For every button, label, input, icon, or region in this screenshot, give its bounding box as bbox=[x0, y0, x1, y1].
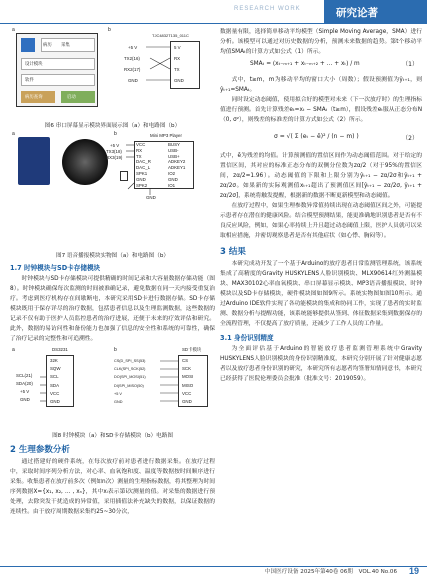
fig6-pin-5v: 5 V bbox=[174, 45, 181, 50]
fig7-lpin: SPK1 bbox=[136, 170, 148, 176]
fig7-lpin: GND bbox=[136, 176, 146, 182]
fig8-mcu-rpin: +5 V bbox=[114, 391, 122, 396]
fig7-lpin: TX bbox=[136, 153, 142, 159]
fig6-a-label: a bbox=[12, 27, 15, 33]
section-2-title: 2 生理参数分析 bbox=[10, 445, 70, 455]
fig7-caption: 图7 语音播报模块实物图（a）和电路图（b） bbox=[55, 253, 169, 259]
fig7-rpin: ADKEY2 bbox=[168, 159, 186, 165]
equation-2 bbox=[220, 127, 422, 149]
fig6-ui-text-1: 病历 bbox=[43, 42, 52, 47]
fig7-b-label: b bbox=[114, 131, 117, 137]
fig7-lpin: DAC_L bbox=[136, 165, 151, 171]
section-header-title: 研究论著 bbox=[336, 7, 378, 19]
fig6-chip-name: TJC4832T135_011C bbox=[152, 33, 189, 38]
fig8-rtc-pin: 32K bbox=[50, 358, 58, 363]
fig7-wires bbox=[126, 141, 206, 201]
fig8-sd-pin: VCC bbox=[182, 390, 192, 396]
fig8-sd-title: SD卡模块 bbox=[182, 347, 202, 352]
right-column bbox=[220, 27, 422, 384]
fig8-rtc-pin: SDA bbox=[50, 382, 60, 388]
fig8-a-label: a bbox=[12, 347, 15, 353]
fig8-mcu-rpin: GND bbox=[114, 400, 123, 405]
fig8-mcu-5v: +5 V bbox=[20, 389, 30, 394]
fig6-pin-gnd: GND bbox=[174, 78, 184, 83]
paragraph-window: 式中，t≥m，m为移动平均的窗口大小（周数）；假设预测值为ŷₜ₊₁，则ŷₜ₊₁=SMAₜ。 bbox=[220, 77, 422, 93]
paragraph-threshold: 式中，ē为残差的均值。计算预测值的置信区间作为动态阈值范围。对于给定的置信区间，其对应的标准正态分布的双侧分位数为zα/2（对于95%的置信区间，zα/2=1.96）。动态阈值的下限和上限分别为ŷₜ₊₁ − zα/2σ和ŷₜ₊₁ + zα/2σ。如果新的实际观测值xₜ₊₁超出了预测值区间[ŷₜ₊₁ − zα/2σ, ŷₜ₊₁ + zα/2σ]，系统将触发提醒，根据新的数据不断更新模型和动态阈值。 bbox=[220, 153, 422, 199]
fig6-ui-text-2: 采集 bbox=[61, 42, 70, 47]
fig8-mcu-scl: SCL(21) bbox=[16, 373, 33, 378]
fig7-gnd: GND bbox=[146, 195, 156, 200]
fig7-rpin: IO1 bbox=[168, 182, 176, 188]
fig7-lpin: SPK2 bbox=[136, 182, 148, 188]
fig8-chip-name: DS3231 bbox=[52, 347, 68, 352]
fig8-sd-pin: MISO bbox=[182, 382, 194, 388]
fig7-speaker-photo bbox=[62, 139, 108, 185]
fig8-rtc-pin: VCC bbox=[50, 390, 60, 396]
fig8-wires bbox=[10, 347, 215, 417]
fig6-mcu-tx2: TX2(16) bbox=[124, 56, 140, 61]
section-3-title: 3 结果 bbox=[220, 247, 246, 257]
journal-header-en: RESEARCH WORK bbox=[234, 6, 301, 12]
fig8-mcu-rpin: DI(SPI_MISO(50) bbox=[114, 383, 144, 388]
figure-6 bbox=[10, 27, 215, 119]
section-1-7-paragraph: 时钟模块与SD卡存储模块可提供精确的时间记录和大容量数据存储功能（图8）。时钟模块确保每次监测的时间被准确记录，避免数据在同一天内接受重复治疗。考虑到医疗机构存在间歇断电，本研究采用SD卡进行数据存储。SD卡存储模块既用于保存详尽的治疗数据，包括患者信息以及生理监测数据，这些数据的记录不仅有助于医护人员监控患者的治疗进展，还便于未来的疗效评估和研究。此外，数据的易访问性和备份能力也加强了信息的安全性和系统的可靠性，确保了治疗记录的完整性和可追溯性。 bbox=[10, 276, 215, 342]
fig8-sd-pin: GND bbox=[182, 399, 192, 405]
fig7-rpin: ADKEY1 bbox=[168, 165, 186, 171]
fig7-mcu-5v: +5 V bbox=[110, 143, 120, 148]
figure-8 bbox=[10, 347, 215, 429]
fig8-sd-pin: SCK bbox=[182, 366, 192, 372]
fig6-pin-rx: RX bbox=[174, 56, 181, 61]
fig7-module-title: Mini MP3 Player bbox=[150, 133, 182, 138]
fig6-ui-text-6: 启动 bbox=[67, 94, 76, 99]
fig6-mcu-rx2: RX2(17) bbox=[124, 67, 141, 72]
fig8-mcu-rpin: CS(D_SPI_SS(53) bbox=[114, 359, 146, 363]
fig6-ui-icon bbox=[21, 38, 35, 52]
section-3-1-paragraph: 为全面评估基于Arduino的智能放疗患者监测管理系统中Gravity HUSKYLENS人脸识别模块的身份识别精准度，本研究分别开展了针对健康志愿者以及放疗患者身份识别的研究，本研究所有志愿者均签署知情同意书，本研究已经获得了医院伦理委员会批准（批准文号：2019059）。 bbox=[220, 346, 422, 382]
fig7-lpin: VCC bbox=[136, 142, 146, 147]
fig8-rtc-pin: SQW bbox=[50, 366, 61, 372]
footer-journal-name: 中国医疗设备 2025年第40卷 06期 bbox=[264, 569, 353, 575]
fig7-mcu-rx3: RX3(19) bbox=[106, 155, 123, 160]
fig6-mcu-5v: +5 V bbox=[128, 45, 138, 50]
fig6-ui-text-3: 设计模块 bbox=[25, 61, 43, 66]
section-3-paragraph: 本研究成功开发了一个基于Arduino的放疗患者日常监测管理系统，该系统集成了高精度的Gravity HUSKYLENS人脸识别模块、MLX90614红外测温模块、MAX30102心率血氧模块、串口屏幕显示模块、MP3语音播报模块、时钟模块以及SD卡存储模块，硬件模块图如图9所示。系统实物图如图10所示。通过Arduino IDE软件实现了各功能模块的集成和协同工作，实现了患者的实时监测、数据分析与提醒功能，该系统能够提供从签到、体征数据采集到数据保存的全流程管理，不仅提高了放疗质量，还减少了工作人员的工作量。 bbox=[220, 261, 422, 327]
fig7-rpin: IO2 bbox=[168, 170, 176, 176]
page-number: 19 bbox=[408, 566, 419, 576]
fig8-mcu-rpin: CLK(SPI_SCK(52) bbox=[114, 367, 146, 372]
equation-2-number: （2） bbox=[402, 135, 418, 142]
footer-journal bbox=[265, 567, 397, 575]
fig8-mcu-rpin: DO(SPI_MOSI(51) bbox=[114, 375, 146, 380]
fig7-rpin: GND bbox=[168, 176, 178, 182]
equation-1-body: SMAₜ = (xₜ₋ₘ₊₁ + xₜ₋ₘ₊₂ + … + xₜ) / m bbox=[250, 61, 360, 67]
fig8-caption: 图8 时钟模块（a）和SD卡存储模块（b）电路图 bbox=[52, 433, 173, 439]
fig7-mp3-board-photo bbox=[18, 137, 50, 185]
equation-2-body: σ = √( Σ (eₜ − ē)² / (n − m) ) bbox=[274, 133, 359, 140]
fig8-rtc-pin: SCL bbox=[50, 374, 59, 380]
fig7-rpin: USB- bbox=[168, 147, 179, 153]
fig6-b-label: b bbox=[108, 27, 111, 33]
paragraph-sma: 数据量有限，选择简单移动平均模型（Simple Moving Average，SMA）进行分析。该模型可以通过对历史数据的分析，预测未来数据的趋势。第t个移动平均值SMAₜ的计算方式如公式（1）所示。 bbox=[220, 29, 422, 55]
fig8-b-label: b bbox=[114, 347, 117, 353]
paragraph-residual: 同时设定动态阈值，使用拟合好的模型对未来（下一次放疗时）的生理指标值进行预测。首先计算残差eₜ=xₜ − SMAₜ（t≥m），假设残差eₜ服从正态分布N（0, σ²），则残差的标准差的计算方式如公式（2）所示。 bbox=[220, 97, 422, 123]
fig7-lpin: RX bbox=[136, 147, 143, 153]
fig6-caption: 图6 串口屏幕显示模块界面展示图（a）和电路图（b） bbox=[44, 123, 181, 129]
fig6-pin-tx: TX bbox=[174, 67, 180, 72]
figure-7 bbox=[10, 131, 215, 249]
fig6-ui-text-5: 病历查询 bbox=[25, 94, 43, 99]
fig8-sd-pin: CS bbox=[182, 358, 189, 363]
fig8-sd-pin: MOSI bbox=[182, 374, 194, 380]
fig8-rtc-pin: GND bbox=[50, 399, 60, 405]
section-1-7-title: 1.7 时钟模块与SD卡存储模块 bbox=[10, 264, 101, 272]
fig7-a-label: a bbox=[12, 131, 15, 137]
section-3-1-title: 3.1 身份识别精度 bbox=[220, 334, 274, 342]
equation-1-number: （1） bbox=[402, 61, 418, 68]
fig7-rpin: USB+ bbox=[168, 153, 180, 159]
fig6-wires bbox=[140, 41, 170, 91]
left-column bbox=[10, 27, 215, 517]
footer-volume: VOL.40 No.06 bbox=[358, 569, 397, 575]
fig7-rpin: BUSY bbox=[168, 142, 180, 147]
header-divider bbox=[0, 23, 427, 24]
equation-1 bbox=[220, 59, 422, 73]
fig6-screen-ui bbox=[16, 33, 98, 107]
fig7-mcu-tx3: TX3(18) bbox=[106, 149, 122, 154]
fig6-ui-text-4: 软件 bbox=[25, 77, 34, 82]
paragraph-risk: 在放疗过程中，如果生理参数异常值持续出现在动态阈值区间之外，可能提示患者存在潜在的健康风险。结合模型预测结果，能更准确地识别患者是否有不良反应风险，例如，如果心率持续上升且超过动态阈值上限，医护人员就可以采取相应措施，并密切观察患者是否有其他症状（如心悸、胸闷等）。 bbox=[220, 203, 422, 239]
section-2-paragraph: 通过搭建好的硬件系统，在每次放疗前对患者进行数据采集。在放疗过程中，采取时间序列分析方法，对心率、血氧饱和度、温度等数据按时间顺序进行采集。收集患者在放疗前多次（例如n次）测量的生理指标数据，将其整理为时间序列数据X={x₁, x₂, … , xₙ}，其中xᵢ表示第i次测量的值。对采集的数据进行预处理，去除突发干扰造成的异常值，采用插值法补充缺失的数据，以保证数据的连续性。由于放疗周期数据采集约25~30分次， bbox=[10, 459, 215, 515]
fig7-lpin: DAC_R bbox=[136, 159, 151, 165]
fig8-mcu-gnd: GND bbox=[20, 397, 30, 402]
fig6-mcu-gnd: GND bbox=[128, 78, 138, 83]
fig8-mcu-sda: SDA(20) bbox=[16, 381, 33, 386]
